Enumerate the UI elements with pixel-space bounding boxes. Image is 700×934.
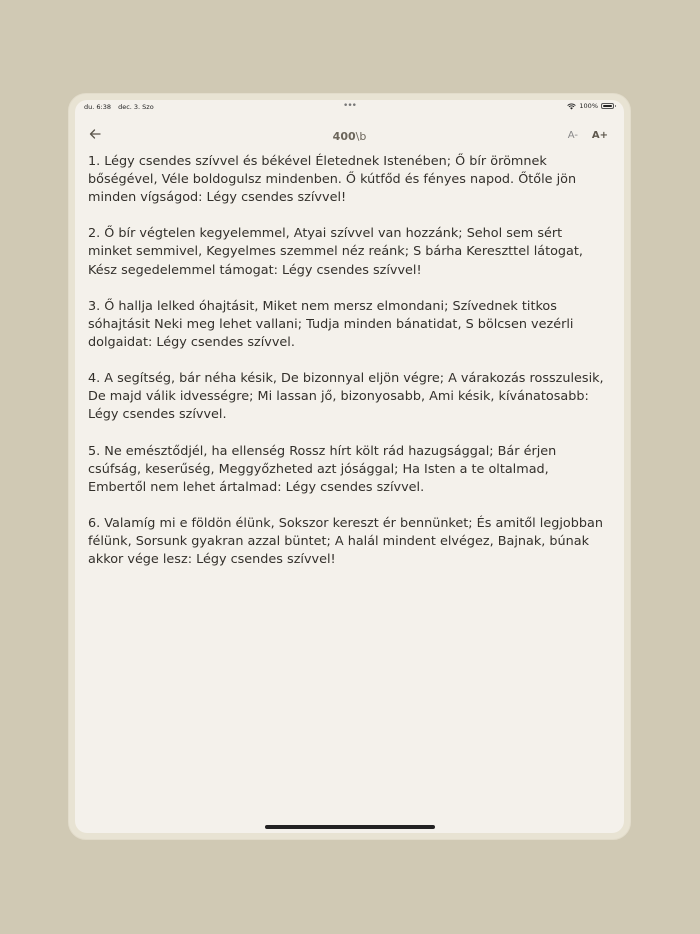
multitasking-dots-icon[interactable]: ••• [343, 101, 356, 111]
page-title [333, 130, 367, 143]
home-indicator[interactable] [265, 825, 435, 829]
hymn-text [88, 153, 606, 587]
verse-6: 6. Valamíg mi e földön élünk, Sokszor kereszt ér bennünket; És amitől legjobban félünk, Sorsunk gyakran azzal büntet; A halál mindent elvégez, Bajnak, búnak akkor vége lesz: Légy csendes szívvel! [88, 515, 603, 568]
tablet-frame [68, 93, 631, 840]
app-screen [75, 100, 624, 833]
arrow-left-icon[interactable] [87, 126, 103, 142]
decrease-font-button[interactable]: A- [567, 130, 578, 141]
verse-2: 2. Ő bír végtelen kegyelemmel, Atyai szívvel van hozzánk; Sehol sem sért minket semmivel, Kegyelmes szemmel néz reánk; S bárha Kereszttel látogat, Kész segedelemmel támogat: Légy csendes szívvel! [88, 226, 583, 278]
increase-font-button[interactable]: A+ [591, 130, 608, 141]
verse-3: 3. Ő hallja lelked óhajtásit, Miket nem mersz elmondani; Szívednek titkos sóhajtásit Neki meg lehet vallani; Tudja minden bánatidat, S bölcsen vezérli dolgaidat: Légy csendes szívvel. [88, 298, 574, 350]
hymn-number: 400 [332, 130, 356, 143]
verse-1: 1. Légy csendes szívvel és békével Életednek Istenében; Ő bír örömnek bőségével, Véle boldogulsz mindenben. Ő kútfőd és fényes napod. Őtőle jön minden vígságod: Légy csendes szívvel! [88, 154, 577, 206]
navigation-bar [75, 124, 624, 148]
wifi-icon [567, 103, 576, 110]
battery-percentage: 100% [579, 102, 598, 110]
verse-4: 4. A segítség, bár néha késik, De bizonnyal eljön végre; A várakozás rosszulesik, De majd válik idvességre; Mi lassan jő, bizonyosabb, Ami késik, kívánatosabb: Légy csendes szívvel. [88, 371, 604, 423]
status-left [84, 103, 154, 111]
status-bar [75, 100, 624, 114]
hymn-number-suffix: \b [355, 130, 367, 143]
verse-5: 5. Ne emésztődjél, ha ellenség Rossz hírt költ rád hazugsággal; Bár érjen csúfság, keserűség, Meggyőzheted azt jósággal; Ha Isten a te oltalmad, Embertől nem lehet ártalmad: Légy csendes szívvel. [88, 443, 557, 495]
status-right [567, 102, 614, 110]
battery-level [603, 105, 612, 107]
battery-icon [601, 103, 614, 109]
status-date: dec. 3. Szo [118, 103, 154, 111]
status-time: du. 6:38 [84, 103, 111, 111]
